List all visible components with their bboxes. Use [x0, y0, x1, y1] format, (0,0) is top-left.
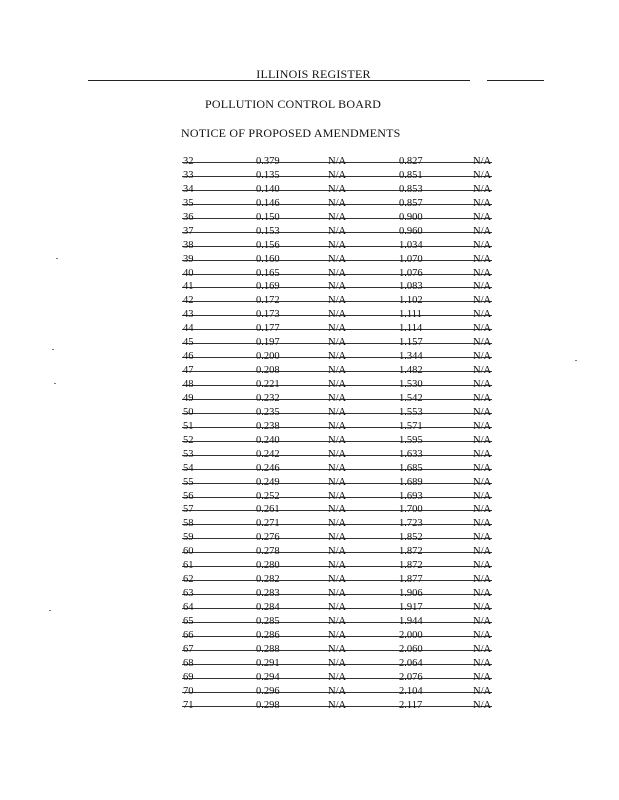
value-a: 0.172: [256, 295, 280, 307]
table-row: [180, 420, 500, 434]
value-b: N/A: [328, 657, 347, 669]
value-b: N/A: [328, 197, 347, 209]
value-a: 0.280: [256, 560, 280, 572]
table-row: [180, 239, 500, 253]
row-number: 48: [183, 379, 194, 390]
value-a: 0.284: [256, 602, 280, 613]
value-a: 0.288: [256, 643, 280, 655]
table-row: [180, 490, 500, 504]
value-d: N/A: [473, 657, 492, 669]
value-d: N/A: [473, 434, 492, 446]
scan-speck: [49, 610, 51, 611]
value-c: 1.482: [399, 365, 423, 377]
table-row: [180, 615, 500, 629]
value-c: 1.571: [399, 420, 423, 432]
row-number: 41: [183, 281, 194, 293]
value-a: 0.160: [256, 253, 280, 265]
value-d: N/A: [473, 392, 492, 404]
value-c: 1.344: [399, 351, 423, 363]
value-b: N/A: [328, 546, 347, 558]
value-c: 1.700: [399, 504, 423, 516]
table-row: [180, 183, 500, 197]
table-row: [180, 476, 500, 490]
value-d: N/A: [473, 462, 492, 474]
row-number: 56: [183, 490, 194, 502]
value-d: N/A: [473, 309, 492, 321]
table-row: [180, 629, 500, 643]
table-row: [180, 350, 500, 364]
row-number: 67: [183, 643, 194, 655]
table-row: [180, 685, 500, 699]
value-c: 1.693: [399, 490, 423, 502]
value-c: 0.900: [399, 211, 423, 223]
table-row: [180, 559, 500, 573]
table-row: [180, 601, 500, 615]
value-a: 0.156: [256, 239, 280, 251]
row-number: 40: [183, 267, 194, 279]
value-a: 0.232: [256, 392, 280, 404]
value-a: 0.282: [256, 574, 280, 586]
value-d: N/A: [473, 365, 492, 377]
row-number: 45: [183, 337, 194, 349]
value-d: N/A: [473, 574, 492, 586]
value-b: N/A: [328, 504, 347, 516]
value-b: N/A: [328, 365, 347, 377]
value-d: N/A: [473, 560, 492, 572]
amendment-table: [180, 155, 500, 713]
value-c: 1.872: [399, 546, 423, 558]
value-a: 0.150: [256, 211, 280, 223]
value-b: N/A: [328, 448, 347, 460]
table-row: [180, 378, 500, 392]
value-a: 0.271: [256, 518, 280, 530]
value-d: N/A: [473, 281, 492, 293]
value-b: N/A: [328, 476, 347, 488]
value-c: 1.906: [399, 588, 423, 600]
value-c: 0.827: [399, 156, 423, 167]
value-c: 2.064: [399, 657, 423, 669]
table-row: [180, 503, 500, 517]
value-b: N/A: [328, 225, 347, 237]
value-d: N/A: [473, 518, 492, 530]
value-c: 1.070: [399, 253, 423, 265]
value-a: 0.169: [256, 281, 280, 293]
row-number: 34: [183, 183, 194, 195]
value-b: N/A: [328, 309, 347, 321]
table-row: [180, 308, 500, 322]
value-b: N/A: [328, 183, 347, 195]
value-a: 0.285: [256, 615, 280, 627]
value-b: N/A: [328, 337, 347, 349]
table-row: [180, 531, 500, 545]
value-d: N/A: [473, 183, 492, 195]
value-a: 0.294: [256, 671, 280, 683]
row-number: 68: [183, 657, 194, 669]
value-c: 2.117: [399, 699, 423, 711]
row-number: 46: [183, 351, 194, 363]
value-c: 1.102: [399, 295, 423, 307]
value-b: N/A: [328, 574, 347, 586]
table-row: [180, 169, 500, 183]
value-b: N/A: [328, 323, 347, 335]
value-b: N/A: [328, 295, 347, 307]
value-a: 0.208: [256, 365, 280, 377]
value-d: N/A: [473, 156, 492, 167]
value-b: N/A: [328, 699, 347, 711]
board-title: POLLUTION CONTROL BOARD: [205, 97, 382, 111]
row-number: 33: [183, 169, 194, 181]
value-a: 0.177: [256, 323, 280, 335]
value-a: 0.249: [256, 476, 280, 488]
value-b: N/A: [328, 253, 347, 265]
value-d: N/A: [473, 169, 492, 181]
value-a: 0.242: [256, 448, 280, 460]
row-number: 43: [183, 309, 194, 321]
value-c: 1.542: [399, 392, 423, 404]
row-number: 51: [183, 420, 194, 432]
row-number: 37: [183, 225, 194, 237]
table-row: [180, 587, 500, 601]
value-c: 1.944: [399, 615, 423, 627]
row-number: 47: [183, 365, 194, 377]
value-b: N/A: [328, 685, 347, 697]
value-b: N/A: [328, 434, 347, 446]
row-number: 49: [183, 392, 194, 404]
value-d: N/A: [473, 420, 492, 432]
table-row: [180, 573, 500, 587]
value-c: 1.034: [399, 239, 423, 251]
row-number: 53: [183, 448, 194, 460]
value-d: N/A: [473, 351, 492, 363]
value-a: 0.298: [256, 699, 280, 711]
table-row: [180, 392, 500, 406]
value-d: N/A: [473, 323, 492, 335]
table-row: [180, 545, 500, 559]
table-row: [180, 336, 500, 350]
value-a: 0.153: [256, 225, 280, 237]
value-b: N/A: [328, 560, 347, 572]
row-number: 63: [183, 588, 194, 600]
table-row: [180, 211, 500, 225]
table-row: [180, 280, 500, 294]
value-c: 1.852: [399, 532, 423, 544]
value-c: 2.060: [399, 643, 423, 655]
row-number: 52: [183, 434, 194, 446]
value-c: 1.114: [399, 323, 423, 335]
table-row: [180, 197, 500, 211]
value-a: 0.235: [256, 406, 280, 418]
value-a: 0.296: [256, 685, 280, 697]
value-d: N/A: [473, 532, 492, 544]
value-b: N/A: [328, 379, 347, 390]
value-c: 1.877: [399, 574, 423, 586]
value-d: N/A: [473, 602, 492, 613]
table-row: [180, 434, 500, 448]
value-d: N/A: [473, 685, 492, 697]
value-c: 0.851: [399, 169, 423, 181]
value-b: N/A: [328, 602, 347, 613]
table-row: [180, 225, 500, 239]
row-number: 70: [183, 685, 194, 697]
table-row: [180, 322, 500, 336]
value-c: 2.000: [399, 629, 423, 641]
row-number: 58: [183, 518, 194, 530]
table-row: [180, 657, 500, 671]
value-d: N/A: [473, 546, 492, 558]
value-a: 0.286: [256, 629, 280, 641]
value-c: 1.723: [399, 518, 423, 530]
value-a: 0.278: [256, 546, 280, 558]
value-a: 0.221: [256, 379, 280, 390]
table-row: [180, 671, 500, 685]
value-c: 1.111: [399, 309, 422, 321]
value-d: N/A: [473, 615, 492, 627]
value-c: 1.633: [399, 448, 423, 460]
value-d: N/A: [473, 699, 492, 711]
value-c: 1.157: [399, 337, 423, 349]
value-a: 0.135: [256, 169, 280, 181]
value-c: 1.553: [399, 406, 423, 418]
value-b: N/A: [328, 629, 347, 641]
value-a: 0.252: [256, 490, 280, 502]
table-row: [180, 643, 500, 657]
value-b: N/A: [328, 462, 347, 474]
value-c: 1.917: [399, 602, 423, 613]
value-b: N/A: [328, 615, 347, 627]
row-number: 66: [183, 629, 194, 641]
row-number: 50: [183, 406, 194, 418]
scan-speck: [56, 258, 58, 259]
value-d: N/A: [473, 490, 492, 502]
value-d: N/A: [473, 225, 492, 237]
table-row: [180, 462, 500, 476]
value-a: 0.165: [256, 267, 280, 279]
value-a: 0.246: [256, 462, 280, 474]
row-number: 71: [183, 699, 194, 711]
value-b: N/A: [328, 156, 347, 167]
value-c: 1.083: [399, 281, 423, 293]
value-c: 1.595: [399, 434, 423, 446]
value-a: 0.379: [256, 156, 280, 167]
row-number: 65: [183, 615, 194, 627]
row-number: 35: [183, 197, 194, 209]
value-d: N/A: [473, 476, 492, 488]
table-row: [180, 406, 500, 420]
value-c: 1.530: [399, 379, 423, 390]
value-a: 0.238: [256, 420, 280, 432]
value-c: 1.872: [399, 560, 423, 572]
table-row: [180, 364, 500, 378]
value-a: 0.240: [256, 434, 280, 446]
value-a: 0.197: [256, 337, 280, 349]
value-b: N/A: [328, 643, 347, 655]
value-b: N/A: [328, 671, 347, 683]
row-number: 64: [183, 602, 194, 613]
value-a: 0.276: [256, 532, 280, 544]
value-d: N/A: [473, 504, 492, 516]
table-row: [180, 294, 500, 308]
value-c: 0.853: [399, 183, 423, 195]
value-c: 2.076: [399, 671, 423, 683]
value-a: 0.140: [256, 183, 280, 195]
value-d: N/A: [473, 379, 492, 390]
table-row: [180, 699, 500, 713]
value-a: 0.283: [256, 588, 280, 600]
value-c: 0.960: [399, 225, 423, 237]
row-number: 62: [183, 574, 194, 586]
value-a: 0.173: [256, 309, 280, 321]
value-b: N/A: [328, 267, 347, 279]
value-a: 0.261: [256, 504, 280, 516]
value-a: 0.200: [256, 351, 280, 363]
scan-speck: [575, 360, 577, 361]
value-d: N/A: [473, 295, 492, 307]
row-number: 39: [183, 253, 194, 265]
value-b: N/A: [328, 239, 347, 251]
row-number: 57: [183, 504, 194, 516]
table-row: [180, 253, 500, 267]
table-row: [180, 267, 500, 281]
value-b: N/A: [328, 532, 347, 544]
value-b: N/A: [328, 351, 347, 363]
value-d: N/A: [473, 629, 492, 641]
value-d: N/A: [473, 406, 492, 418]
scan-speck: [54, 383, 56, 384]
row-number: 59: [183, 532, 194, 544]
table-row: [180, 517, 500, 531]
value-d: N/A: [473, 448, 492, 460]
row-number: 32: [183, 156, 194, 167]
notice-title: NOTICE OF PROPOSED AMENDMENTS: [181, 126, 401, 140]
value-a: 0.146: [256, 197, 280, 209]
value-d: N/A: [473, 253, 492, 265]
row-number: 54: [183, 462, 194, 474]
value-b: N/A: [328, 420, 347, 432]
row-number: 36: [183, 211, 194, 223]
value-a: 0.291: [256, 657, 280, 669]
value-d: N/A: [473, 239, 492, 251]
row-number: 44: [183, 323, 194, 335]
scan-speck: [52, 349, 54, 350]
row-number: 60: [183, 546, 194, 558]
value-d: N/A: [473, 643, 492, 655]
value-d: N/A: [473, 267, 492, 279]
value-d: N/A: [473, 211, 492, 223]
row-number: 61: [183, 560, 194, 572]
table-row: [180, 448, 500, 462]
value-b: N/A: [328, 211, 347, 223]
value-c: 1.076: [399, 267, 423, 279]
value-d: N/A: [473, 197, 492, 209]
value-c: 0.857: [399, 197, 423, 209]
value-b: N/A: [328, 518, 347, 530]
row-number: 38: [183, 239, 194, 251]
value-b: N/A: [328, 169, 347, 181]
value-b: N/A: [328, 281, 347, 293]
value-d: N/A: [473, 337, 492, 349]
value-b: N/A: [328, 392, 347, 404]
row-number: 42: [183, 295, 194, 307]
value-c: 2.104: [399, 685, 423, 697]
value-b: N/A: [328, 490, 347, 502]
row-number: 55: [183, 476, 194, 488]
value-b: N/A: [328, 406, 347, 418]
value-b: N/A: [328, 588, 347, 600]
value-c: 1.685: [399, 462, 423, 474]
row-number: 69: [183, 671, 194, 683]
table-row: [180, 155, 500, 169]
value-d: N/A: [473, 588, 492, 600]
register-title: ILLINOIS REGISTER: [256, 67, 371, 81]
value-d: N/A: [473, 671, 492, 683]
value-c: 1.689: [399, 476, 423, 488]
